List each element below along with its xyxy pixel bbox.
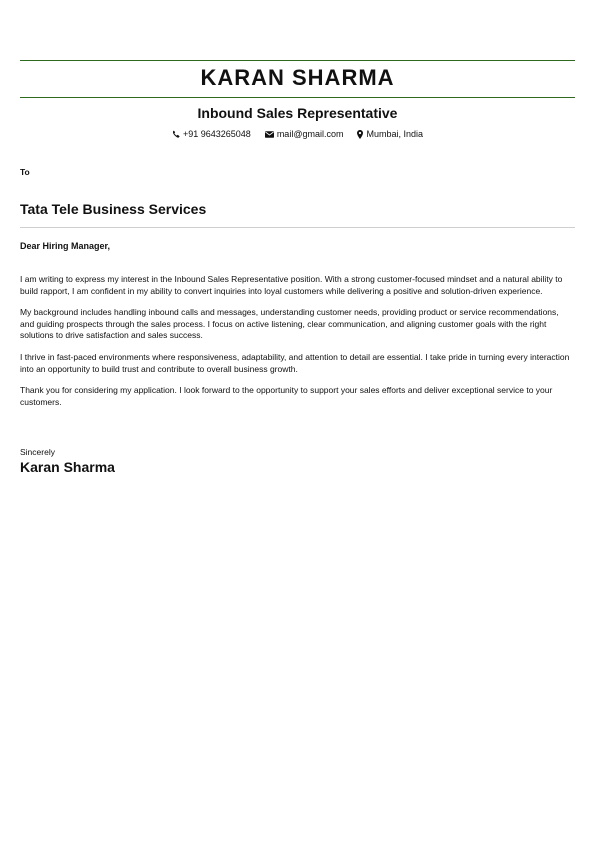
location-text: Mumbai, India	[366, 129, 423, 139]
contact-email	[265, 128, 344, 140]
salutation: Dear Hiring Manager,	[20, 241, 111, 251]
closing: Sincerely	[20, 447, 55, 457]
contact-location	[357, 128, 423, 140]
header-top-rule	[20, 60, 575, 61]
body-paragraph: Thank you for considering my application. I look forward to the opportunity to support your sales efforts and deliver exceptional service to your customers.	[20, 385, 553, 407]
envelope-icon	[265, 131, 274, 138]
job-title: Inbound Sales Representative	[197, 105, 398, 121]
signature-name: Karan Sharma	[20, 459, 115, 475]
letter-body	[20, 274, 575, 418]
body-paragraph: I thrive in fast-paced environments where responsiveness, adaptability, and attention to detail are essential. I take pride in turning every interaction into an opportunity to build trust and contribute to overall business growth.	[20, 351, 570, 374]
contact-phone	[172, 128, 251, 140]
phone-number: +91 9643265048	[182, 129, 251, 139]
recipient-to-label: To	[20, 167, 30, 177]
email-address: mail@gmail.com	[276, 129, 344, 139]
phone-icon	[172, 130, 180, 138]
applicant-name: KARAN SHARMA	[200, 65, 395, 90]
header-bottom-rule	[20, 97, 575, 98]
recipient-company: Tata Tele Business Services	[20, 201, 207, 217]
contact-info	[20, 128, 575, 140]
recipient-divider	[20, 227, 575, 228]
body-paragraph: I am writing to express my interest in the Inbound Sales Representative position. With a strong customer-focused mindset and a natural ability to build rapport, I am confident in my ability to convert inquiries into loyal customers while delivering a positive and solution-driven experience.	[20, 274, 563, 296]
map-pin-icon	[357, 130, 363, 139]
body-paragraph: My background includes handling inbound calls and messages, understanding customer needs, providing product or service recommendations, and guiding prospects through the sales process. I focus on active listening, clear communication, and aligning customer goals with the right solutions to drive satisfaction and sales success.	[20, 307, 559, 341]
